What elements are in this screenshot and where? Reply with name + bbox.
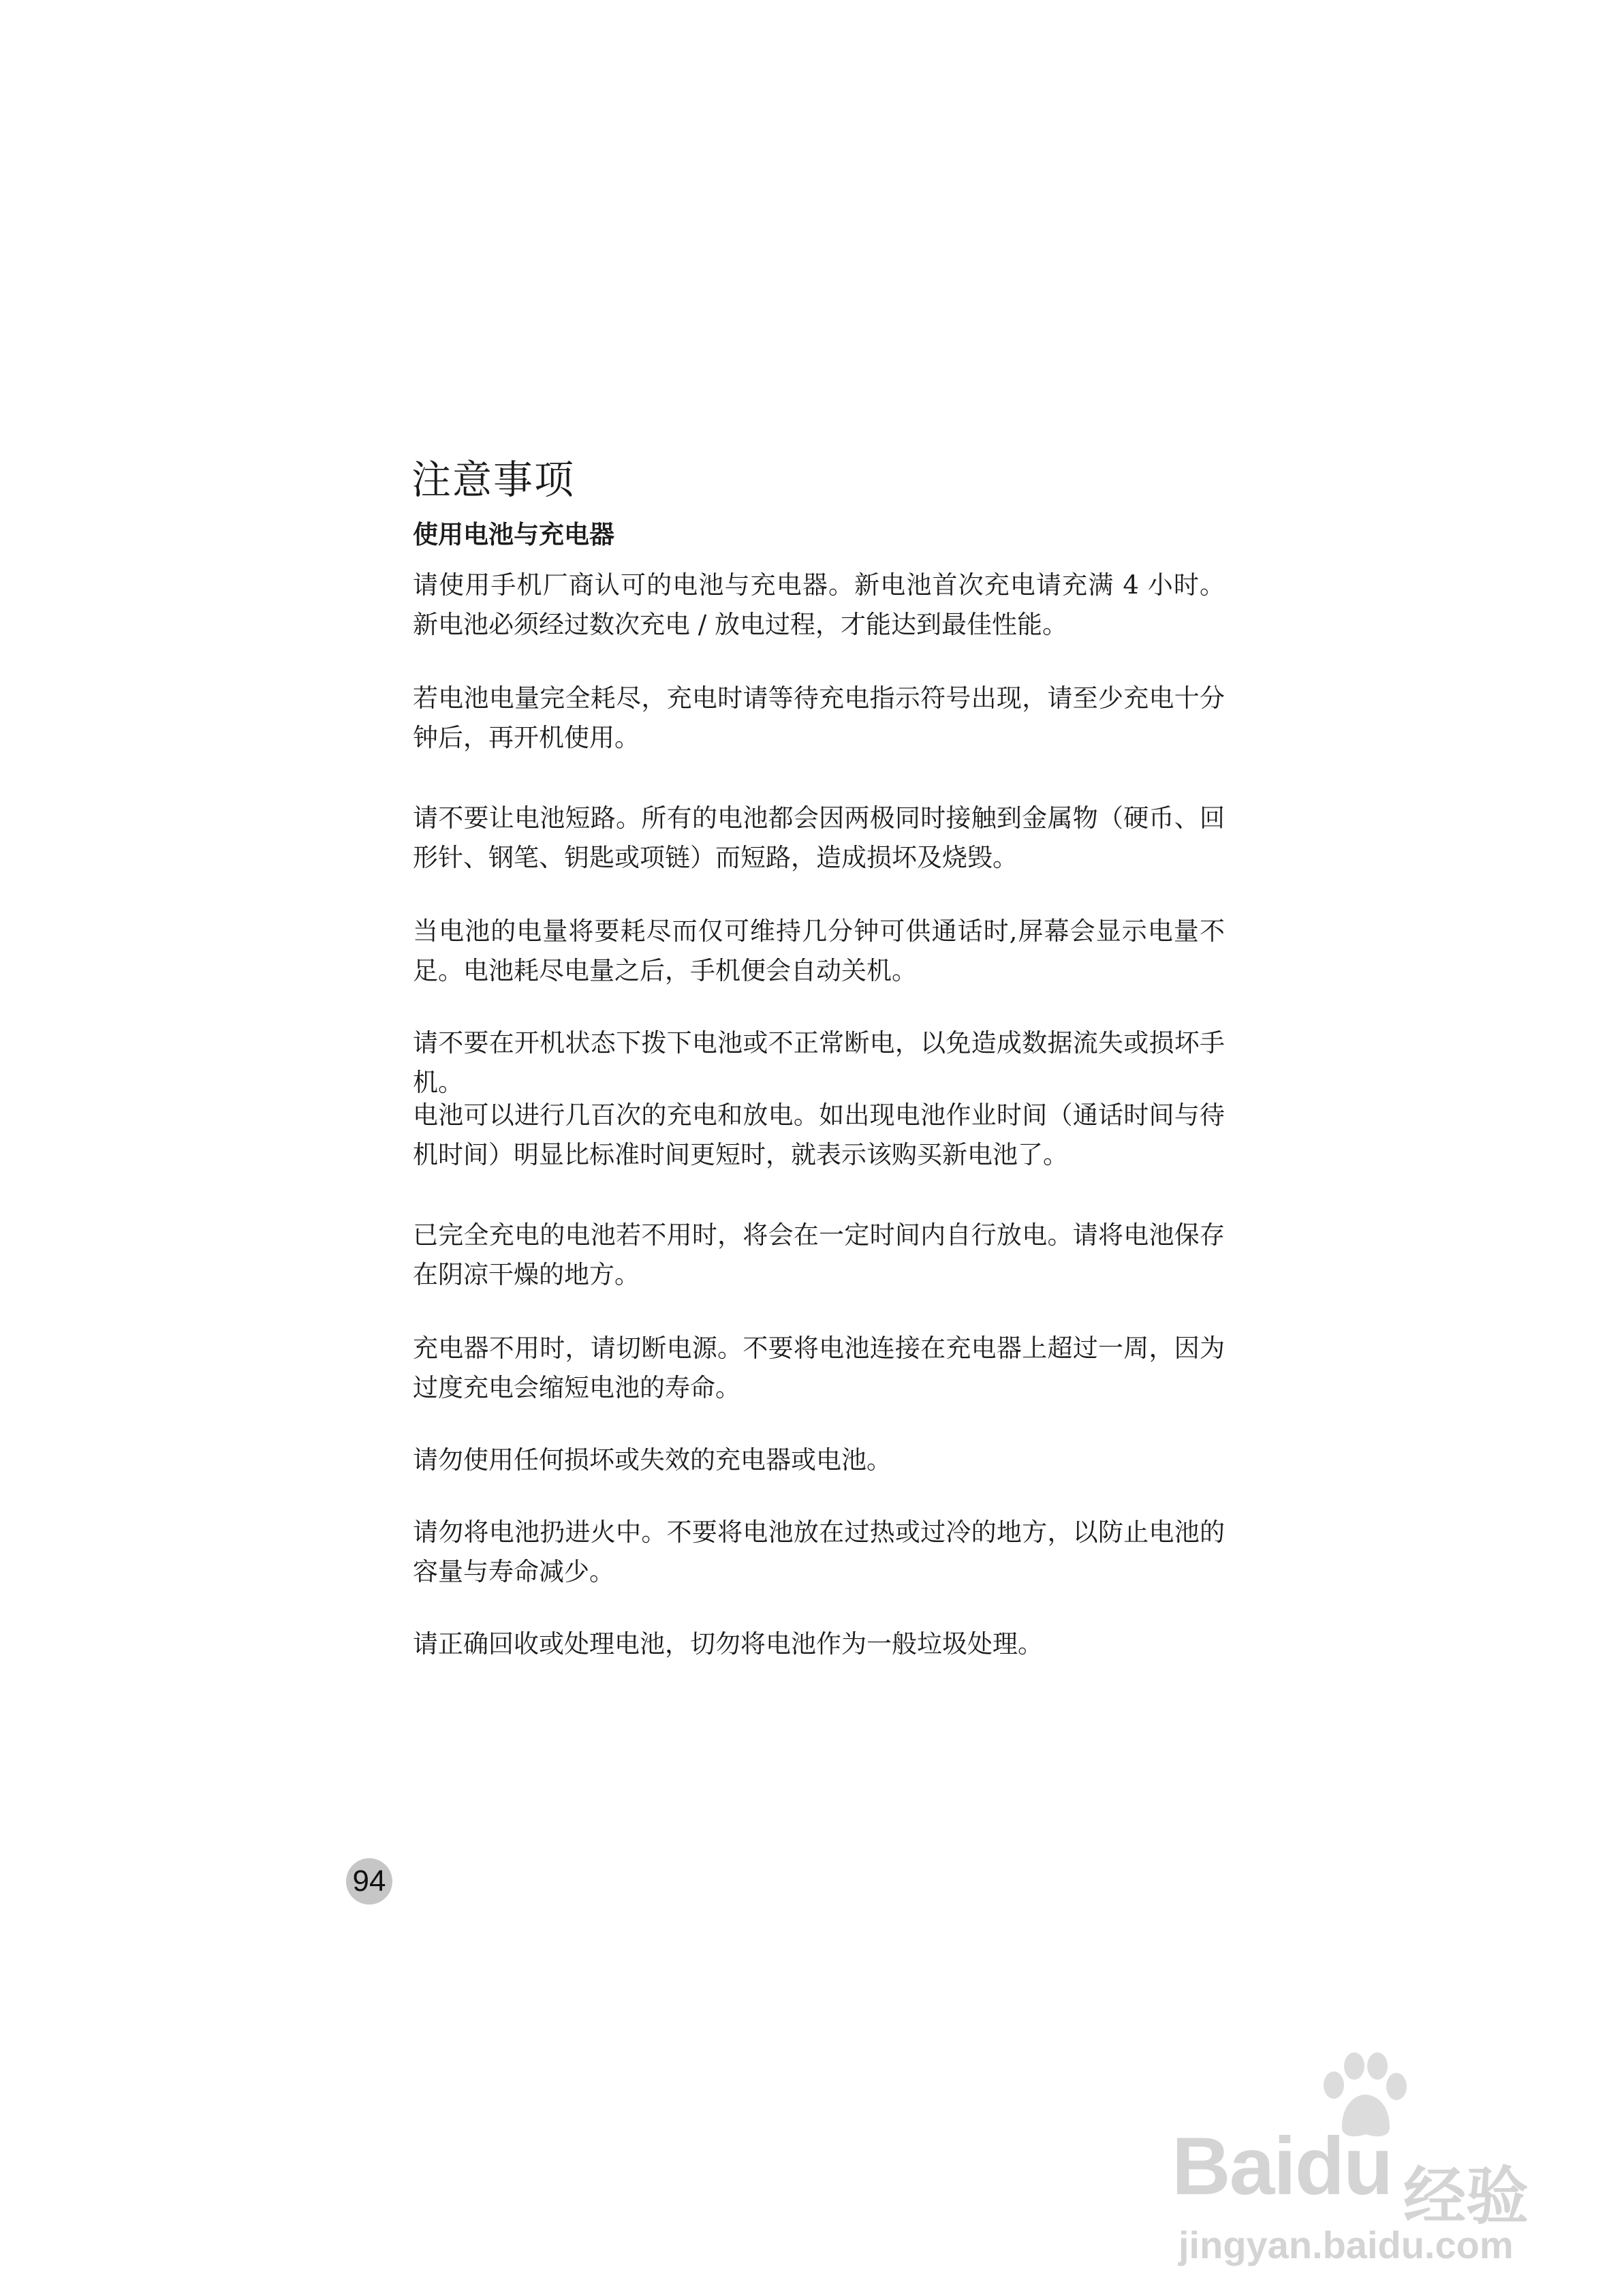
watermark-brand: Baidu <box>1172 2121 1392 2212</box>
paragraph-recycling: 请正确回收或处理电池，切勿将电池作为一般垃圾处理。 <box>413 1629 1043 1659</box>
paragraph-battery-lifetime: 电池可以进行几百次的充电和放电。如出现电池作业时间（通话时间与待机时间）明显比标准时间更短时，就表示该购买新电池了。 <box>413 1100 1225 1169</box>
paragraph-depleted-battery: 若电池电量完全耗尽，充电时请等待充电指示符号出现，请至少充电十分钟后，再开机使用。 <box>413 683 1225 752</box>
page-number: 94 <box>346 1858 392 1905</box>
watermark-cn: 经验 <box>1403 2162 1529 2232</box>
paragraph-low-battery: 当电池的电量将要耗尽而仅可维持几分钟可供通话时,屏幕会显示电量不足。电池耗尽电量之后，手机便会自动关机。 <box>413 917 1225 985</box>
paragraph-power-off: 请不要在开机状态下拨下电池或不正常断电，以免造成数据流失或损坏手机。 <box>413 1028 1225 1097</box>
page-title: 注意事项 <box>411 457 576 503</box>
paragraph-charger-unplug: 充电器不用时，请切断电源。不要将电池连接在充电器上超过一周，因为过度充电会缩短电池的寿命。 <box>413 1334 1225 1402</box>
paragraph-fire-temperature: 请勿将电池扔进火中。不要将电池放在过热或过冷的地方，以防止电池的容量与寿命减少。 <box>413 1518 1225 1586</box>
paragraph-damaged-charger: 请勿使用任何损坏或失效的充电器或电池。 <box>413 1445 892 1475</box>
paragraph-short-circuit: 请不要让电池短路。所有的电池都会因两极同时接触到金属物（硬币、回形针、钢笔、钥匙或项链）而短路，造成损坏及烧毁。 <box>413 803 1225 872</box>
paragraph-battery-charger: 请使用手机厂商认可的电池与充电器。新电池首次充电请充满 4 小时。新电池必须经过数次充电 / 放电过程，才能达到最佳性能。 <box>413 570 1225 639</box>
section-subtitle: 使用电池与充电器 <box>413 519 614 549</box>
watermark <box>1158 2051 1553 2276</box>
watermark-url: jingyan.baidu.com <box>1178 2223 1514 2266</box>
paragraph-self-discharge: 已完全充电的电池若不用时，将会在一定时间内自行放电。请将电池保存在阴凉干燥的地方。 <box>413 1220 1225 1289</box>
